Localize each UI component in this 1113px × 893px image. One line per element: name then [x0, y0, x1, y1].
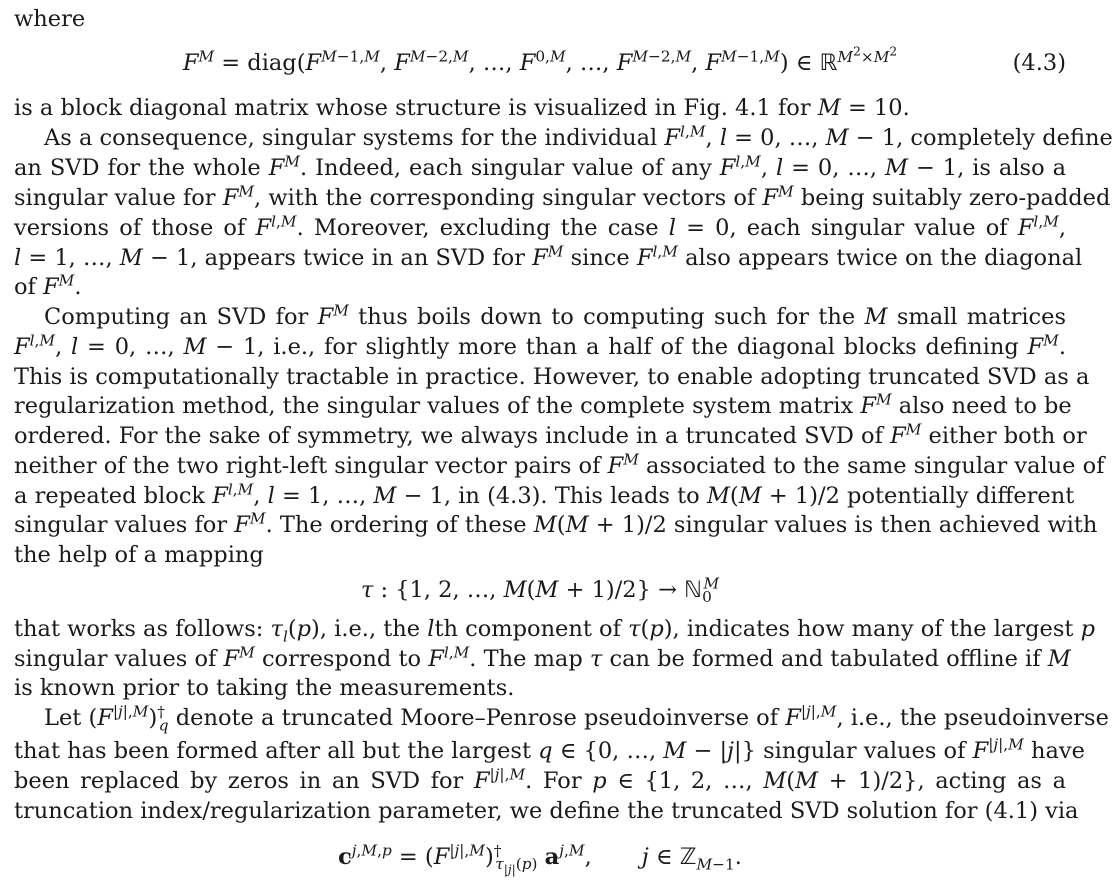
word-where: where: [14, 6, 86, 32]
text-line: that has been formed after all but the largest q ∈ {0, …, M − |j|} singular values of $F^{|j|,M}$ have: [14, 735, 1085, 764]
text-line: singular value for $F^M$, with the corresponding singular vectors of $F^M$ being suitably zero-padded: [14, 182, 1111, 211]
text-line: singular values for $F^M$. The ordering of these M(M + 1)/2 singular values is then achieved with: [14, 509, 1098, 538]
text-line: neither of the two right-left singular vector pairs of $F^M$ associated to the same singular value of: [14, 450, 1105, 479]
text-line: that works as follows: $\tau_l(p)$, i.e., the lth component of τ(p), indicates how many of the largest p: [14, 616, 1095, 646]
text-line: versions of those of $F^{l,M}$. Moreover, excluding the case l = 0, each singular value of $F^{l,M}$,: [14, 212, 1067, 241]
text-line: ordered. For the sake of symmetry, we always include in a truncated SVD of $F^M$ either both or: [14, 420, 1087, 449]
text-line: been replaced by zeros in an SVD for $F^{|j|,M}$. For p ∈ {1, 2, …, M(M + 1)/2}, acting as a: [14, 765, 1066, 794]
text-line: [14, 4, 1066, 34]
text-line: [14, 673, 1066, 703]
text-line: [14, 540, 1066, 570]
text-line: Let $(F^{|j|,M})^\dagger_q$ denote a truncated Moore–Penrose pseudoinverse of $F^{|j|,M}$, i.e., the pseudoinverse: [44, 702, 1109, 735]
equation-number: (4.3): [1012, 50, 1066, 76]
line-text: the help of a mapping: [14, 542, 264, 568]
text-line: As a consequence, singular systems for the individual $F^{l,M}$, l = 0, …, M − 1, completely define: [44, 122, 1113, 151]
text-line: of $F^M$.: [14, 271, 82, 300]
text-line: l = 1, …, M − 1, appears twice in an SVD for $F^M$ since $F^{l,M}$ also appears twice on the diagonal: [14, 242, 1083, 271]
text-line: truncation index/regularization parameter, we define the truncated SVD solution for (4.1) via: [14, 798, 1079, 824]
text-line: a repeated block $F^{l,M}$, l = 1, …, M − 1, in (4.3). This leads to M(M + 1)/2 potentially different: [14, 480, 1075, 509]
equation-tau: τ : {1, 2, …, M(M + 1)/2} → ℕ$_0^M$: [360, 574, 720, 607]
text-line: Computing an SVD for $F^M$ thus boils down to computing such for the M small matrices: [44, 301, 1067, 330]
line-text: This is computationally tractable in practice. However, to enable adopting truncated SVD as a: [14, 364, 1090, 390]
equation-4-3: $F^M$ = $diag(F^{M-1,M}$, $F^{M-2,M}$, …, $F^{0,M}$, …, $F^{M-2,M}$, $F^{M-1,M}$) ∈ ℝ$^{M^2\times M^2}$: [182, 43, 898, 76]
equation-truncated-svd: $c^{j,M,p} = (F^{|j|,M})^\dagger_{\tau_{|j|}(p)}$ $a^{j,M}$, j ∈ ℤ$_{M-1}$.: [338, 841, 742, 877]
line-text: is known prior to taking the measurements.: [14, 675, 515, 701]
text-line: regularization method, the singular values of the complete system matrix $F^M$ also need to be: [14, 390, 1072, 419]
text-line: [14, 362, 1090, 392]
text-line: $F^{l,M}$, l = 0, …, M − 1, i.e., for slightly more than a half of the diagonal blocks defining $F^M$.: [14, 331, 1066, 360]
text-line: is a block diagonal matrix whose structure is visualized in Fig. 4.1 for M = 10.: [14, 95, 910, 121]
text-line: singular values of $F^M$ correspond to $F^{l,M}$. The map τ can be formed and tabulated offline if M: [14, 643, 1071, 672]
text-line: an SVD for the whole $F^M$. Indeed, each singular value of any $F^{l,M}$, l = 0, …, M − 1, is also a: [14, 152, 1066, 181]
